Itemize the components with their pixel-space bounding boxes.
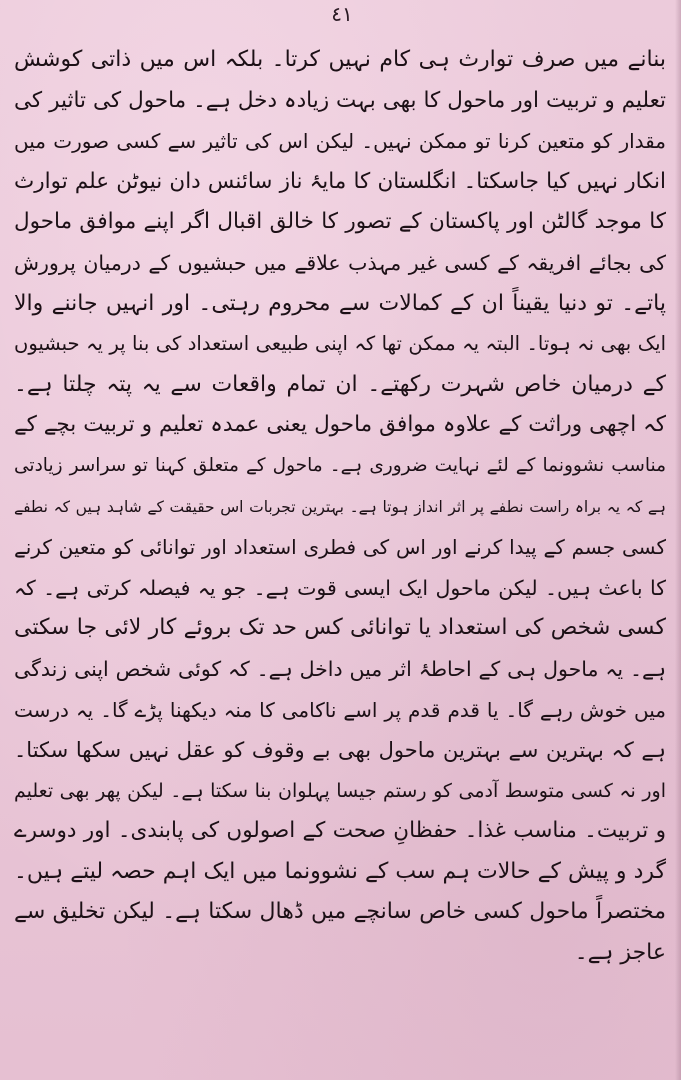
text-line: گرد و پیش کے حالات ہم سب کے نشوونما میں ایک اہم حصہ لیتے ہیں۔ [14,858,666,884]
text-line: کے درمیان خاص شہرت رکھتے۔ ان تمام واقعات سے یہ پتہ چلتا ہے۔ [14,371,666,397]
text-line: پاتے۔ تو دنیا یقیناً ان کے کمالات سے محروم رہتی۔ اور انہیں جاننے والا [14,290,666,316]
text-line: کسی جسم کے پیدا کرنے اور اس کی فطری استعداد اور توانائی کو متعین کرنے [14,535,666,560]
text-line: میں خوش رہے گا۔ یا قدم قدم پر اسے ناکامی کا منہ دیکھنا پڑے گا۔ یہ درست [14,697,666,722]
text-line: ہے کہ یہ براہ راست نطفے پر اثر انداز ہوتا ہے۔ بہترین تجربات اس حقیقت کے شاہد ہیں کہ نطفے [14,497,666,516]
text-line: ایک بھی نہ ہوتا۔ البتہ یہ ممکن تھا کہ اپنی طبیعی استعداد کی بنا پر یہ حبشیوں [14,332,666,356]
text-line: ہے۔ یہ ماحول ہی کے احاطۂ اثر میں داخل ہے۔ کہ کوئی شخص اپنی زندگی [14,656,666,681]
text-line: ہے کہ بہترین سے بہترین ماحول بھی بے وقوف کو عقل نہیں سکھا سکتا۔ [14,738,666,763]
text-line: کی بجائے افریقہ کے کسی غیر مہذب علاقے میں حبشیوں کے درمیان پرورش [14,250,666,275]
text-line: کہ اچھی وراثت کے علاوہ موافق ماحول یعنی عمدہ تعلیم و تربیت بچے کے [14,412,666,438]
text-line: اور نہ کسی متوسط آدمی کو رستم جیسا پہلوان بنا سکتا ہے۔ لیکن پھر بھی تعلیم [14,779,666,802]
page-edge-shadow [675,0,681,1080]
text-line: انکار نہیں کیا جاسکتا۔ انگلستان کا مایۂ ناز سائنس دان نیوٹن علم توارث [14,168,666,194]
page-number: ٤١ [331,2,353,26]
text-line: مختصراً ماحول کسی خاص سانچے میں ڈھال سکتا ہے۔ لیکن تخلیق سے [14,899,666,925]
text-line: تعلیم و تربیت اور ماحول کا بھی بہت زیادہ دخل ہے۔ ماحول کی تاثیر کی [14,87,666,113]
text-line: بنانے میں صرف توارث ہی کام نہیں کرتا۔ بلکہ اس میں ذاتی کوشش [14,47,666,72]
text-line: مناسب نشوونما کے لئے نہایت ضروری ہے۔ ماحول کے متعلق کہنا تو سراسر زیادتی [14,454,666,476]
text-line: عاجز ہے۔ [574,940,666,966]
text-line: و تربیت۔ مناسب غذا۔ حفظانِ صحت کے اصولوں کی پابندی۔ اور دوسرے [14,818,666,844]
text-line: کا باعث ہیں۔ لیکن ماحول ایک ایسی قوت ہے۔ جو یہ فیصلہ کرتی ہے۔ کہ [14,575,666,600]
text-line: مقدار کو متعین کرنا تو ممکن نہیں۔ لیکن اس کی تاثیر سے کسی صورت میں [14,129,666,154]
text-line: کسی شخص کی استعداد یا توانائی کس حد تک بروئے کار لائی جا سکتی [14,615,666,641]
body-text [14,40,666,974]
text-line: کا موجد گالٹن اور پاکستان کے تصور کا خالق اقبال اگر اپنے موافق ماحول [14,209,666,235]
